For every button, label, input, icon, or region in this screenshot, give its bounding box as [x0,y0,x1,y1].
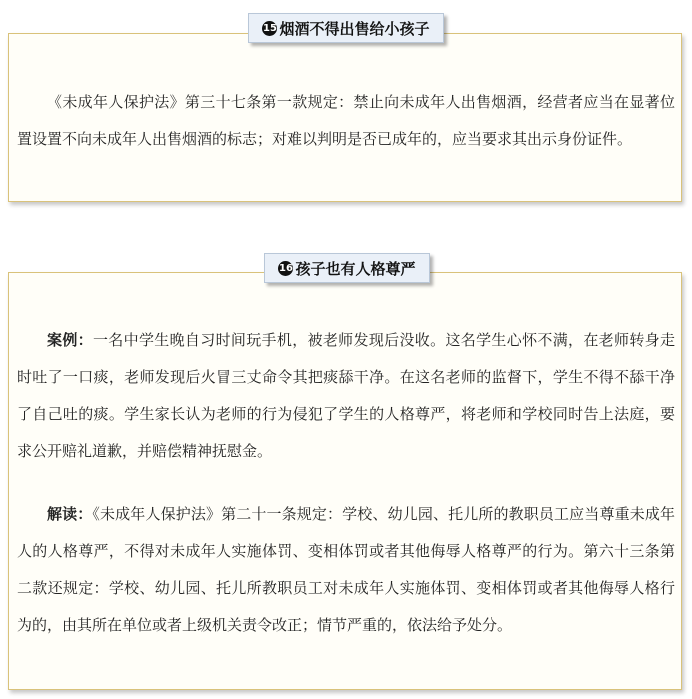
section-16-title: 孩子也有人格尊严 [295,259,416,278]
analysis-paragraph [17,496,675,644]
section-15-number-badge: 15 [263,22,277,34]
case-label: 案例： [47,331,93,349]
case-text: 一名中学生晚自习时间玩手机，被老师发现后没收。这名学生心怀不满，在老师转身走时吐了一口痰，老师发现后火冒三丈命令其把痰舔干净。在这名老师的监督下，学生不得不舔干净了自己吐的痰。学生家长认为老师的行为侵犯了学生的人格尊严，将老师和学校同时告上法庭，要求公开赔礼道歉，并赔偿精神抚慰金。 [17,331,675,460]
section-16-number-badge: 16 [279,262,293,274]
section-15-title-tab [248,13,444,43]
section-16-title-tab [264,253,430,283]
analysis-text: 《未成年人保护法》第二十一条规定：学校、幼儿园、托儿所的教职员工应当尊重未成年人的人格尊严，不得对未成年人实施体罚、变相体罚或者其他侮辱人格尊严的行为。第六十三条第二款还规定：学校、幼儿园、托儿所教职员工对未成年人实施体罚、变相体罚或者其他侮辱人格行为的，由其所在单位或者上级机关责令改正；情节严重的，依法给予处分。 [17,505,675,634]
section-15-title: 烟酒不得出售给小孩子 [279,19,430,38]
case-paragraph [17,322,675,470]
analysis-label: 解读： [47,505,93,523]
section-15-paragraph: 《未成年人保护法》第三十七条第一款规定：禁止向未成年人出售烟酒，经营者应当在显著位置设置不向未成年人出售烟酒的标志；对难以判明是否已成年的，应当要求其出示身份证件。 [17,93,675,148]
